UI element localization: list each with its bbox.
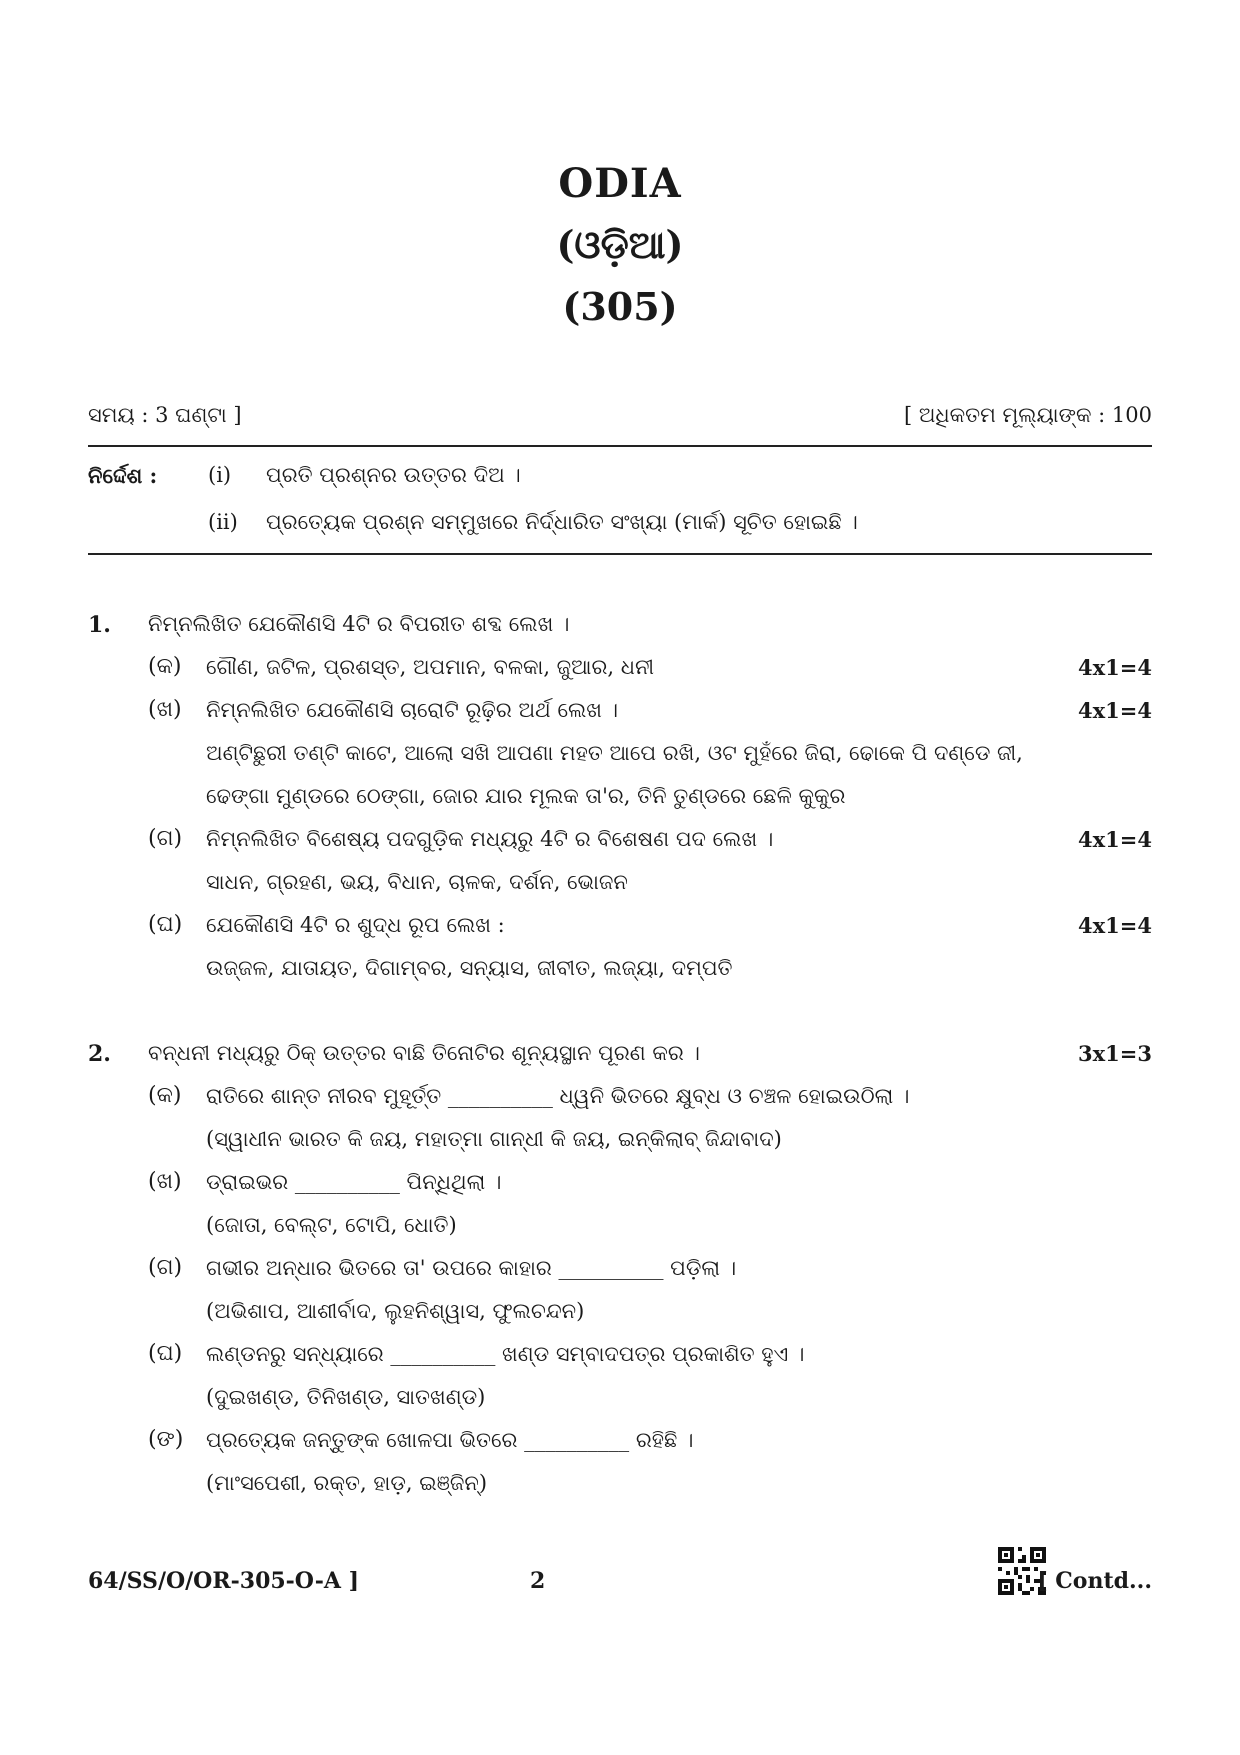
q2-kha-options: (ଜୋତା, ବେଲ୍ଟ, ଟୋପି, ଧୋତି)	[206, 1213, 457, 1237]
q2-gha-options: (ଦୁଇଖଣ୍ଡ, ତିନିଖଣ୍ଡ, ସାତଖଣ୍ଡ)	[206, 1385, 486, 1409]
q1-ga-label: (ଗ)	[148, 826, 183, 851]
question-1-text: ନିମ୍ନଲିଖିତ ଯେକୌଣସି 4ଟି ର ବିପରୀତ ଶବ୍ଦ ଲେଖ ।	[148, 612, 570, 636]
q1-kha-idioms-line-2: ଢେଙ୍ଗା ମୁଣ୍ଡରେ ଠେଙ୍ଗା, ଜୋର ଯାର ମୂଲକ ତା'ର, ତିନି ତୁଣ୍ଡରେ ଛେଳି କୁକୁର	[206, 784, 846, 808]
q1-ga-marks: 4x1=4	[1078, 827, 1152, 852]
q2-nga-text: ପ୍ରତ୍ୟେକ ଜନ୍ତୁଙ୍କ ଖୋଳପା ଭିତରେ __________ ରହିଛି ।	[206, 1428, 694, 1452]
time-allowed: ସମୟ : 3 ଘଣ୍ଟା ]	[88, 403, 242, 427]
instruction-text: ପ୍ରତ୍ୟେକ ପ୍ରଶ୍ନ ସମ୍ମୁଖରେ ନିର୍ଦ୍ଧାରିତ ସଂଖ୍ୟା (ମାର୍କ) ସୂଚିତ ହୋଇଛି ।	[266, 510, 858, 534]
q1-ka-label: (କ)	[148, 654, 182, 679]
q2-kha-text: ଡ୍ରାଇଭର __________ ପିନ୍ଧିଥିଲା ।	[206, 1170, 502, 1194]
q1-kha-marks: 4x1=4	[1078, 698, 1152, 723]
q2-kha-label: (ଖ)	[148, 1169, 182, 1194]
q1-ka-text: ଗୌଣ, ଜଟିଳ, ପ୍ରଶସ୍ତ, ଅପମାନ, ବଳକା, ଜୁଆର, ଧନୀ	[206, 655, 655, 679]
q1-kha-idioms-line-1: ଅଣ୍ଟିଛୁରୀ ତଣ୍ଟି କାଟେ, ଆଲୋ ସଖି ଆପଣା ମହତ ଆପେ ରଖି, ଓଟ ମୁହଁରେ ଜିରା, ଢୋକେ ପି ଦଣ୍ଡେ ଜୀ,	[206, 741, 1023, 765]
paper-code: (305)	[562, 284, 678, 329]
continued-marker: [ Contd...	[1037, 1568, 1152, 1594]
q1-gha-text: ଯେକୌଣସି 4ଟି ର ଶୁଦ୍ଧ ରୂପ ଲେଖ :	[206, 913, 505, 937]
question-1-number: 1.	[88, 612, 111, 638]
question-2-marks: 3x1=3	[1078, 1041, 1152, 1066]
q1-ga-text: ନିମ୍ନଲିଖିତ ବିଶେଷ୍ୟ ପଦଗୁଡ଼ିକ ମଧ୍ୟରୁ 4ଟି ର ବିଶେଷଣ ପଦ ଲେଖ ।	[206, 827, 774, 851]
q1-gha-marks: 4x1=4	[1078, 913, 1152, 938]
q1-gha-words: ଉଜ୍ଜଳ, ଯାତାୟତ, ଦିଗାମ୍ବର, ସନ୍ୟାସ, ଜୀବୀତ, ଲଜ୍ୟା, ଦମ୍ପତି	[206, 956, 733, 980]
q1-gha-label: (ଘ)	[148, 912, 183, 937]
instruction-text: ପ୍ରତି ପ୍ରଶ୍ନର ଉତ୍ତର ଦିଅ ।	[266, 463, 521, 487]
q2-ga-options: (ଅଭିଶାପ, ଆଶୀର୍ବାଦ, ଲୁହନିଶ୍ୱାସ, ଫୁଲଚନ୍ଦନ)	[206, 1299, 585, 1323]
q2-ka-options: (ସ୍ୱାଧୀନ ଭାରତ କି ଜୟ, ମହାତ୍ମା ଗାନ୍ଧୀ କି ଜୟ, ଇନ୍‌କିଲାବ୍ ଜିନ୍ଦାବାଦ)	[206, 1127, 782, 1151]
instructions-label: ନିର୍ଦ୍ଦେଶ :	[88, 463, 158, 488]
q1-kha-label: (ଖ)	[148, 697, 182, 722]
q2-gha-text: ଲଣ୍ଡନରୁ ସନ୍ଧ୍ୟାରେ __________ ଖଣ୍ଡ ସମ୍ବାଦପତ୍ର ପ୍ରକାଶିତ ହୁଏ ।	[206, 1342, 805, 1366]
paper-title: ODIA	[558, 160, 682, 207]
maximum-marks: [ ଅଧିକତମ ମୂଲ୍ୟାଙ୍କ : 100	[903, 403, 1152, 427]
page-number: 2	[530, 1568, 546, 1594]
q1-ka-marks: 4x1=4	[1078, 655, 1152, 680]
q2-nga-label: (ଙ)	[148, 1427, 184, 1452]
q2-ka-label: (କ)	[148, 1083, 182, 1108]
question-2-text: ବନ୍ଧନୀ ମଧ୍ୟରୁ ଠିକ୍ ଉତ୍ତର ବାଛି ତିନୋଟିର ଶୂନ୍ୟସ୍ଥାନ ପୂରଣ କର ।	[148, 1041, 700, 1065]
q1-kha-text: ନିମ୍ନଲିଖିତ ଯେକୌଣସି ଚାରୋଟି ରୂଢ଼ିର ଅର୍ଥ ଲେଖ ।	[206, 698, 619, 722]
question-2-number: 2.	[88, 1041, 111, 1067]
instruction-number: (i)	[208, 463, 232, 487]
q2-ga-label: (ଗ)	[148, 1255, 183, 1280]
q2-nga-options: (ମାଂସପେଶୀ, ରକ୍ତ, ହାଡ଼, ଇଞ୍ଜିନ୍)	[206, 1471, 488, 1495]
q2-ka-text: ରାତିରେ ଶାନ୍ତ ନୀରବ ମୁହୂର୍ତ୍ତ __________ ଧ୍ୱନି ଭିତରେ କ୍ଷୁବ୍ଧ ଓ ଚଞ୍ଚଳ ହୋଇଉଠିଲା ।	[206, 1084, 910, 1108]
q2-ga-text: ଗଭୀର ଅନ୍ଧାର ଭିତରେ ତା' ଉପରେ କାହାର __________ ପଡ଼ିଲା ।	[206, 1256, 737, 1280]
paper-subtitle: (ଓଡ଼ିଆ)	[556, 222, 684, 267]
q2-gha-label: (ଘ)	[148, 1341, 183, 1366]
footer-paper-code: 64/SS/O/OR-305-O-A ]	[88, 1568, 360, 1594]
divider-top	[88, 445, 1152, 447]
instruction-number: (ii)	[208, 510, 238, 534]
q1-ga-words: ସାଧନ, ଗ୍ରହଣ, ଭୟ, ବିଧାନ, ଚାଳକ, ଦର୍ଶନ, ଭୋଜନ	[206, 870, 628, 894]
divider-bottom	[88, 553, 1152, 555]
